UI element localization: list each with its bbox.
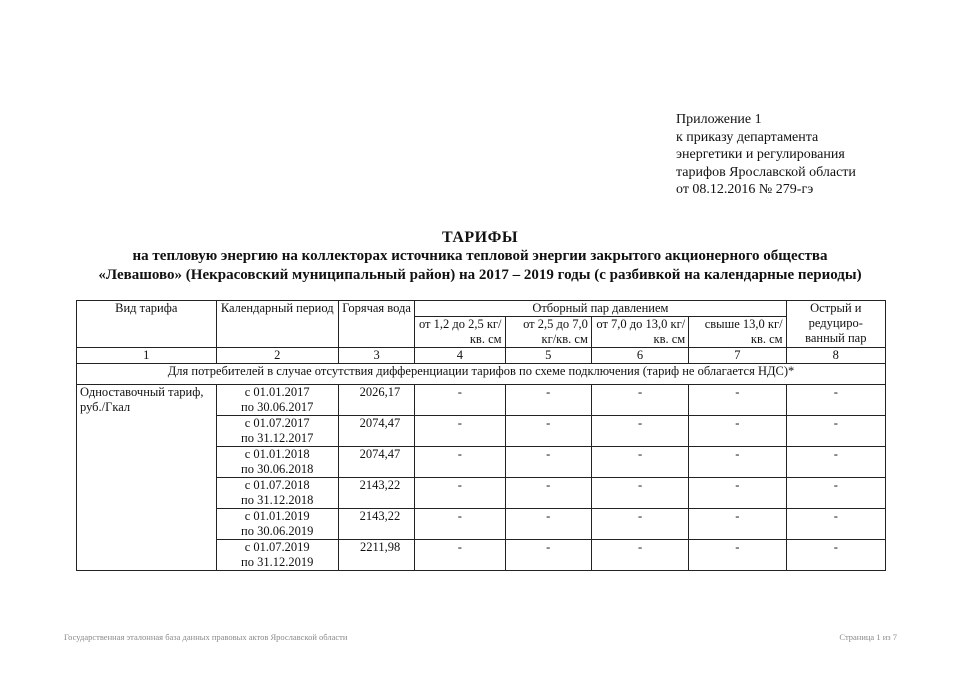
hot-water-value: 2026,17 bbox=[338, 385, 414, 416]
col-num: 4 bbox=[415, 348, 505, 364]
tariff-type: Одноставочный тариф, руб./Гкал bbox=[77, 385, 217, 571]
sharp-steam-value: - bbox=[786, 416, 885, 447]
header-steam-2: от 2,5 до 7,0 кг/кв. см bbox=[505, 317, 591, 348]
steam-value: - bbox=[415, 385, 505, 416]
period-to: по 31.12.2017 bbox=[241, 431, 314, 445]
title-line-3: «Левашово» (Некрасовский муниципальный район) на 2017 – 2019 годы (с разбивкой на календарные периоды) bbox=[98, 267, 862, 283]
steam-value: - bbox=[505, 416, 591, 447]
col-num: 2 bbox=[216, 348, 338, 364]
appendix-line: Приложение 1 bbox=[676, 112, 762, 127]
steam-value: - bbox=[689, 416, 786, 447]
col-num: 8 bbox=[786, 348, 885, 364]
header-period: Календарный период bbox=[216, 301, 338, 348]
period-from: с 01.07.2019 bbox=[244, 540, 310, 554]
hot-water-value: 2143,22 bbox=[338, 478, 414, 509]
header-steam-1: от 1,2 до 2,5 кг/кв. см bbox=[415, 317, 505, 348]
header-row bbox=[77, 301, 886, 317]
period-to: по 31.12.2018 bbox=[241, 493, 314, 507]
steam-value: - bbox=[689, 385, 786, 416]
period-cell bbox=[216, 416, 338, 447]
steam-value: - bbox=[415, 509, 505, 540]
steam-value: - bbox=[505, 385, 591, 416]
document-title bbox=[40, 228, 920, 285]
footer-page-number: Страница 1 из 7 bbox=[839, 632, 897, 642]
steam-value: - bbox=[591, 385, 688, 416]
table-row bbox=[77, 385, 886, 416]
header-hot-water: Горячая вода bbox=[338, 301, 414, 348]
period-to: по 30.06.2019 bbox=[241, 524, 314, 538]
period-cell bbox=[216, 509, 338, 540]
title-main: ТАРИФЫ bbox=[441, 229, 519, 246]
col-num: 1 bbox=[77, 348, 217, 364]
steam-value: - bbox=[415, 478, 505, 509]
hot-water-value: 2074,47 bbox=[338, 447, 414, 478]
steam-value: - bbox=[505, 509, 591, 540]
note-row bbox=[77, 364, 886, 385]
period-to: по 31.12.2019 bbox=[241, 555, 314, 569]
sharp-steam-value: - bbox=[786, 447, 885, 478]
header-sharp-steam: Острый и редуциро-ванный пар bbox=[786, 301, 885, 348]
hot-water-value: 2143,22 bbox=[338, 509, 414, 540]
period-from: с 01.01.2018 bbox=[244, 447, 310, 461]
footer-source: Государственная эталонная база данных правовых актов Ярославской области bbox=[64, 632, 348, 642]
steam-value: - bbox=[689, 478, 786, 509]
sharp-steam-value: - bbox=[786, 509, 885, 540]
period-from: с 01.01.2019 bbox=[244, 509, 310, 523]
steam-value: - bbox=[505, 540, 591, 571]
appendix-line: к приказу департамента bbox=[676, 129, 819, 145]
steam-value: - bbox=[415, 540, 505, 571]
appendix-line: тарифов Ярославской области bbox=[676, 164, 856, 180]
col-num: 5 bbox=[505, 348, 591, 364]
tariffs-table bbox=[76, 300, 886, 571]
steam-value: - bbox=[591, 509, 688, 540]
appendix-block bbox=[676, 111, 856, 199]
column-numbers-row bbox=[77, 348, 886, 364]
steam-value: - bbox=[689, 509, 786, 540]
steam-value: - bbox=[591, 478, 688, 509]
steam-value: - bbox=[591, 447, 688, 478]
appendix-line: энергетики и регулирования bbox=[676, 147, 845, 162]
period-cell bbox=[216, 478, 338, 509]
header-steam-4: свыше 13,0 кг/кв. см bbox=[689, 317, 786, 348]
header-steam-3: от 7,0 до 13,0 кг/кв. см bbox=[591, 317, 688, 348]
period-cell bbox=[216, 540, 338, 571]
sharp-steam-value: - bbox=[786, 385, 885, 416]
period-to: по 30.06.2017 bbox=[241, 400, 314, 414]
title-line-2: на тепловую энергию на коллекторах источника тепловой энергии закрытого акционерного общества bbox=[132, 248, 828, 264]
period-cell bbox=[216, 385, 338, 416]
steam-value: - bbox=[689, 447, 786, 478]
steam-value: - bbox=[591, 540, 688, 571]
col-num: 7 bbox=[689, 348, 786, 364]
col-num: 6 bbox=[591, 348, 688, 364]
steam-value: - bbox=[415, 416, 505, 447]
steam-value: - bbox=[591, 416, 688, 447]
period-from: с 01.07.2017 bbox=[244, 416, 310, 430]
steam-value: - bbox=[415, 447, 505, 478]
header-steam: Отборный пар давлением bbox=[415, 301, 786, 317]
steam-value: - bbox=[505, 478, 591, 509]
sharp-steam-value: - bbox=[786, 540, 885, 571]
hot-water-value: 2211,98 bbox=[338, 540, 414, 571]
sharp-steam-value: - bbox=[786, 478, 885, 509]
period-from: с 01.07.2018 bbox=[244, 478, 310, 492]
appendix-line: от 08.12.2016 № 279-гэ bbox=[676, 182, 814, 197]
steam-value: - bbox=[505, 447, 591, 478]
steam-value: - bbox=[689, 540, 786, 571]
period-to: по 30.06.2018 bbox=[241, 462, 314, 476]
period-cell bbox=[216, 447, 338, 478]
col-num: 3 bbox=[338, 348, 414, 364]
header-type: Вид тарифа bbox=[77, 301, 217, 348]
consumer-note: Для потребителей в случае отсутствия дифференциации тарифов по схеме подключения (тариф не облагается НДС)* bbox=[77, 364, 886, 385]
period-from: с 01.01.2017 bbox=[244, 385, 310, 399]
hot-water-value: 2074,47 bbox=[338, 416, 414, 447]
